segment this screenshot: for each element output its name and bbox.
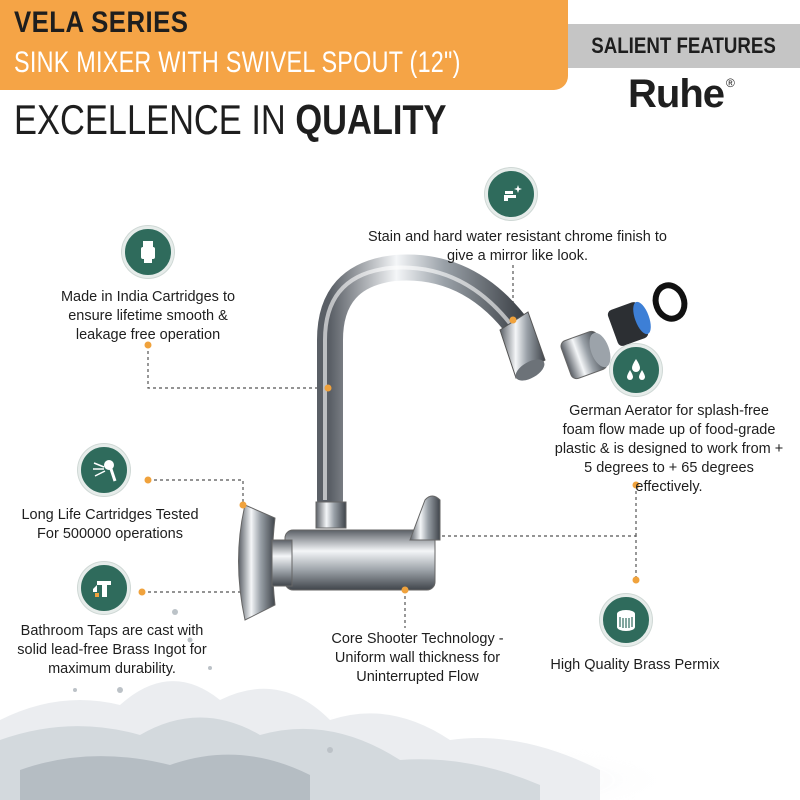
feature-chrome-finish: Stain and hard water resistant chrome finish to give a mirror like look. [367, 229, 667, 264]
registered-mark: ® [726, 76, 734, 90]
salient-features-label: SALIENT FEATURES [591, 33, 777, 58]
feature-long-life: Long Life Cartridges Tested For 500000 operations [21, 507, 199, 542]
headline-bold: QUALITY [295, 96, 447, 143]
permix-filter-icon [600, 594, 652, 646]
brand-name: Ruhe [628, 72, 724, 116]
feature-brass-ingot: Bathroom Taps are cast with solid lead-free Brass Ingot for maximum durability. [17, 623, 207, 677]
feature-cartridges-india: Made in India Cartridges to ensure lifetime smooth & leakage free operation [60, 289, 236, 343]
feature-aerator: German Aerator for splash-free foam flow made up of food-grade plastic & is designed to work from + 5 degrees to + 65 degrees effectively. [554, 403, 784, 495]
tap-icon [78, 562, 130, 614]
series-title: VELA SERIES [14, 6, 189, 39]
feature-core-shooter: Core Shooter Technology - Uniform wall thickness for Uninterrupted Flow [331, 631, 504, 685]
faucet-body [239, 268, 548, 620]
cartridge-icon [122, 226, 174, 278]
sparkle-faucet-icon [485, 168, 537, 220]
feature-brass-permix: High Quality Brass Permix [550, 657, 720, 673]
product-subtitle: SINK MIXER WITH SWIVEL SPOUT (12") [14, 46, 461, 79]
water-drops-icon [610, 344, 662, 396]
shower-icon [78, 444, 130, 496]
headline-plain: EXCELLENCE IN [14, 96, 296, 143]
